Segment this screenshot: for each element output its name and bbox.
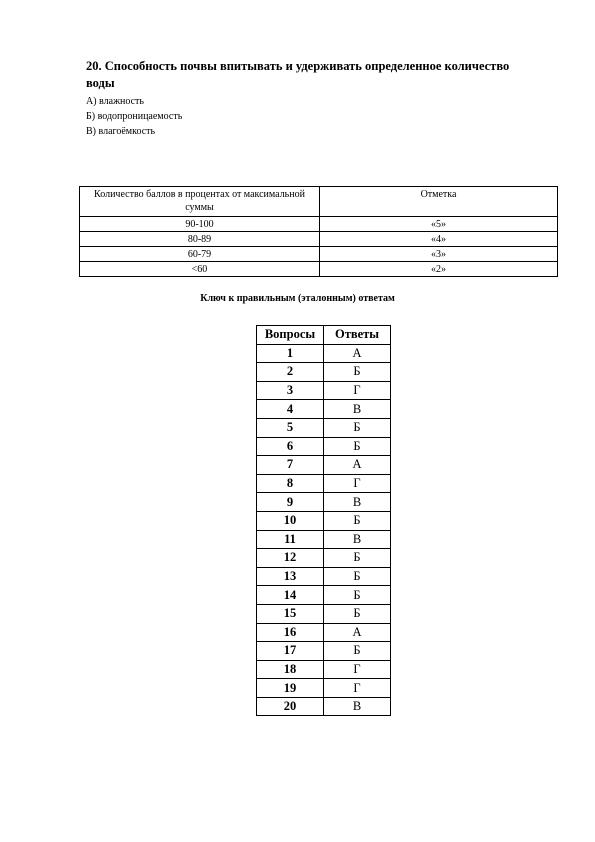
- question-number: 5: [257, 418, 324, 437]
- question-number: 19: [257, 679, 324, 698]
- grading-table: [79, 186, 558, 277]
- table-row: [80, 232, 558, 247]
- question-number: 11: [257, 530, 324, 549]
- question-number: 4: [257, 400, 324, 419]
- answer-letter: В: [324, 493, 391, 512]
- score-range: 90-100: [80, 217, 320, 232]
- mark: «2»: [320, 262, 558, 277]
- question-number: 7: [257, 456, 324, 475]
- table-row: [257, 623, 391, 642]
- header-questions: Вопросы: [257, 326, 324, 345]
- table-row: [257, 511, 391, 530]
- question-number: 16: [257, 623, 324, 642]
- mark: «5»: [320, 217, 558, 232]
- table-row: [257, 474, 391, 493]
- question-number: 10: [257, 511, 324, 530]
- grading-header-score: Количество баллов в процентах от максимальной суммы: [80, 187, 320, 217]
- question-number: 2: [257, 363, 324, 382]
- question-number: 15: [257, 604, 324, 623]
- answer-options: [86, 94, 182, 139]
- score-range: <60: [80, 262, 320, 277]
- table-row: [257, 530, 391, 549]
- question-number: 14: [257, 586, 324, 605]
- answer-letter: Г: [324, 679, 391, 698]
- question-title: 20. Способность почвы впитывать и удерживать определенное количество воды: [86, 59, 510, 90]
- answer-letter: В: [324, 530, 391, 549]
- header-answers: Ответы: [324, 326, 391, 345]
- table-row: [257, 437, 391, 456]
- grading-header-mark: Отметка: [320, 187, 558, 217]
- answer-letter: Г: [324, 660, 391, 679]
- answer-letter: Б: [324, 642, 391, 661]
- table-row: [257, 456, 391, 475]
- answer-letter: Г: [324, 381, 391, 400]
- answer-letter: Б: [324, 437, 391, 456]
- answer-letter: А: [324, 623, 391, 642]
- answer-key-table: [256, 325, 391, 716]
- grading-header-row: [80, 187, 558, 217]
- question-number: 6: [257, 437, 324, 456]
- table-row: [80, 217, 558, 232]
- table-row: [257, 697, 391, 716]
- question-number: 17: [257, 642, 324, 661]
- answer-key-title: Ключ к правильным (эталонным) ответам: [200, 293, 395, 304]
- table-row: [80, 262, 558, 277]
- question-number: 20: [257, 697, 324, 716]
- answer-letter: Б: [324, 567, 391, 586]
- answer-letter: Б: [324, 549, 391, 568]
- table-row: [257, 363, 391, 382]
- question-number: 9: [257, 493, 324, 512]
- option-b: Б) водопроницаемость: [86, 111, 183, 122]
- question-number: 18: [257, 660, 324, 679]
- mark: «3»: [320, 247, 558, 262]
- mark: «4»: [320, 232, 558, 247]
- table-row: [257, 493, 391, 512]
- score-range: 60-79: [80, 247, 320, 262]
- answer-letter: А: [324, 344, 391, 363]
- answer-letter: Б: [324, 363, 391, 382]
- question-number: 1: [257, 344, 324, 363]
- question-number: 12: [257, 549, 324, 568]
- table-row: [80, 247, 558, 262]
- score-range: 80-89: [80, 232, 320, 247]
- table-row: [257, 418, 391, 437]
- question-number: 13: [257, 567, 324, 586]
- answer-letter: Б: [324, 418, 391, 437]
- table-row: [257, 381, 391, 400]
- table-row: [257, 400, 391, 419]
- answer-letter: А: [324, 456, 391, 475]
- option-c: В) влагоёмкость: [86, 126, 156, 137]
- table-row: [257, 567, 391, 586]
- question-number: 8: [257, 474, 324, 493]
- answer-key-header-row: [257, 326, 391, 345]
- table-row: [257, 344, 391, 363]
- answer-letter: В: [324, 697, 391, 716]
- table-row: [257, 604, 391, 623]
- answer-letter: Б: [324, 586, 391, 605]
- answer-letter: В: [324, 400, 391, 419]
- question-number: 3: [257, 381, 324, 400]
- table-row: [257, 679, 391, 698]
- answer-letter: Б: [324, 604, 391, 623]
- table-row: [257, 642, 391, 661]
- answer-letter: Г: [324, 474, 391, 493]
- table-row: [257, 660, 391, 679]
- table-row: [257, 586, 391, 605]
- answer-letter: Б: [324, 511, 391, 530]
- table-row: [257, 549, 391, 568]
- option-a: А) влажность: [86, 96, 144, 107]
